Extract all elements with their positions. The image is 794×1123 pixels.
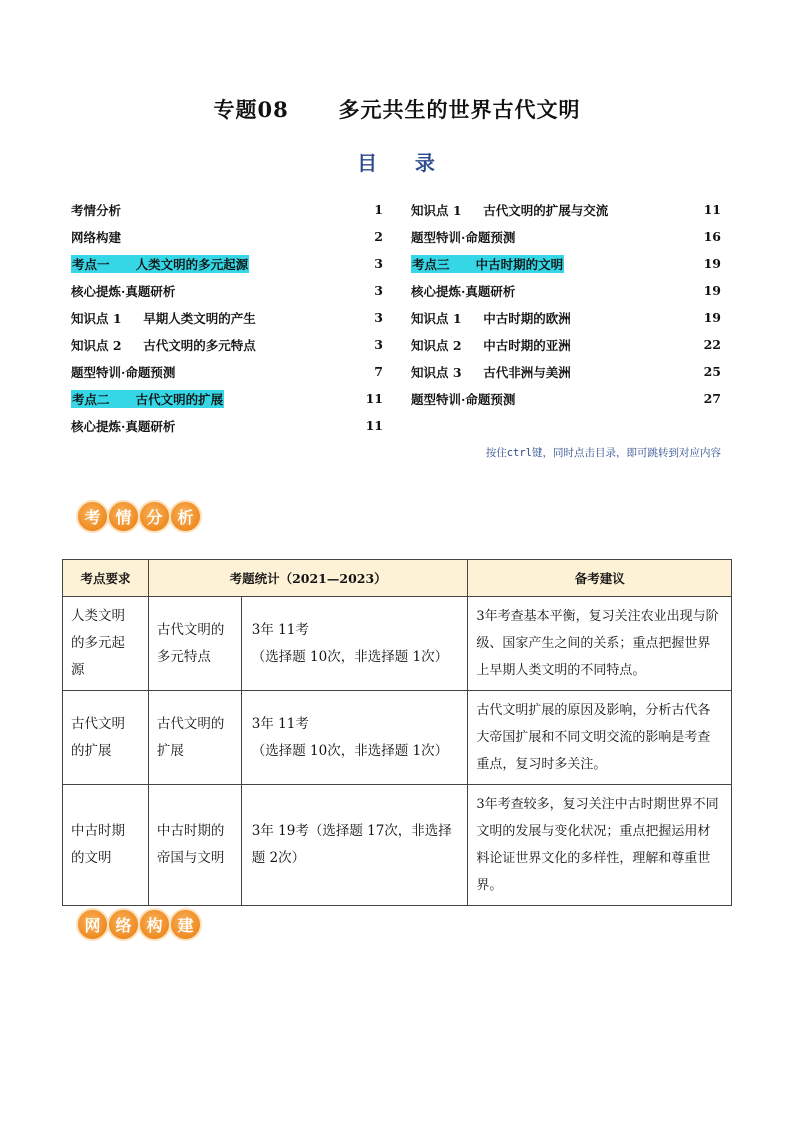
table-cell-stats: 3年 11考 （选择题 10次，非选择题 1次） (241, 597, 468, 691)
toc-entry-page: 3 (374, 310, 383, 325)
table-cell-advice: 古代文明扩展的原因及影响，分析古代各大帝国扩展和不同文明交流的影响是考查重点，复习时多关注。 (468, 691, 732, 785)
toc-entry-page: 1 (374, 202, 383, 217)
toc-entry[interactable] (71, 304, 383, 331)
toc-entry[interactable] (71, 412, 383, 439)
toc-entry[interactable] (71, 331, 383, 358)
badge-char: 析 (169, 500, 202, 533)
toc-entry-page: 3 (374, 256, 383, 271)
table-row (63, 597, 732, 691)
toc-entry[interactable] (71, 277, 383, 304)
toc-entry-page: 3 (374, 337, 383, 352)
toc-entry[interactable] (411, 196, 721, 223)
toc-left-column (71, 196, 383, 439)
section-badge-exam-analysis (76, 500, 200, 533)
table-cell-requirement: 人类文明 的多元起 源 (63, 597, 149, 691)
toc-entry-label: 核心提炼·真题研析 (411, 283, 516, 299)
toc-entry-label: 考情分析 (71, 202, 122, 218)
toc-entry-page: 19 (703, 256, 721, 271)
badge-char: 建 (169, 908, 202, 941)
badge-char: 分 (138, 500, 171, 533)
toc-entry[interactable] (411, 277, 721, 304)
toc-heading: 目 录 (357, 151, 437, 175)
badge-char: 考 (76, 500, 109, 533)
table-cell-topic: 古代文明的 扩展 (148, 691, 241, 785)
table-cell-requirement: 古代文明 的扩展 (63, 691, 149, 785)
exam-analysis-table (62, 559, 732, 906)
toc-entry-label: 知识点 1 早期人类文明的产生 (71, 310, 256, 326)
table-cell-stats: 3年 19考（选择题 17次，非选择题 2次） (241, 785, 468, 906)
table-cell-stats: 3年 11考 （选择题 10次，非选择题 1次） (241, 691, 468, 785)
toc-entry-page: 19 (703, 283, 721, 298)
section-badge-network-build (76, 908, 200, 941)
toc-entry[interactable] (411, 385, 721, 412)
table-cell-topic: 古代文明的 多元特点 (148, 597, 241, 691)
toc-entry-label: 题型特训·命题预测 (71, 364, 176, 380)
toc-entry-page: 7 (374, 364, 383, 379)
toc-entry-page: 27 (703, 391, 721, 406)
badge-char: 构 (138, 908, 171, 941)
toc-entry[interactable] (71, 385, 383, 412)
document-title: 专题08 多元共生的世界古代文明 (213, 97, 581, 122)
toc-entry-label-highlighted: 考点三 中古时期的文明 (412, 256, 564, 272)
toc-entry-label-highlighted: 考点一 人类文明的多元起源 (72, 256, 249, 272)
toc-entry-page: 11 (365, 391, 383, 406)
toc-entry-label: 网络构建 (71, 229, 122, 245)
toc-entry-page: 25 (703, 364, 721, 379)
table-cell-topic: 中古时期的 帝国与文明 (148, 785, 241, 906)
toc-entry-label: 核心提炼·真题研析 (71, 418, 176, 434)
toc-entry-label: 知识点 2 中古时期的亚洲 (411, 337, 571, 353)
toc-entry[interactable] (411, 250, 721, 277)
toc-entry[interactable] (411, 358, 721, 385)
toc-entry-label: 核心提炼·真题研析 (71, 283, 176, 299)
badge-char: 情 (107, 500, 140, 533)
toc-entry[interactable] (71, 196, 383, 223)
table-header-cell: 考题统计（2021—2023） (148, 560, 468, 597)
toc-entry-label: 知识点 2 古代文明的多元特点 (71, 337, 256, 353)
toc-entry-label: 题型特训·命题预测 (411, 229, 516, 245)
table-header-cell: 备考建议 (468, 560, 732, 597)
toc-entry-page: 2 (374, 229, 383, 244)
table-row (63, 785, 732, 906)
toc-entry[interactable] (71, 250, 383, 277)
badge-char: 网 (76, 908, 109, 941)
table-cell-requirement: 中古时期 的文明 (63, 785, 149, 906)
toc-right-column (411, 196, 721, 412)
toc-entry[interactable] (411, 304, 721, 331)
table-row (63, 691, 732, 785)
table-cell-advice: 3年考查基本平衡，复习关注农业出现与阶级、国家产生之间的关系；重点把握世界上早期人类文明的不同特点。 (468, 597, 732, 691)
toc-entry-label: 知识点 3 古代非洲与美洲 (411, 364, 571, 380)
toc-entry-page: 11 (365, 418, 383, 433)
toc-entry-page: 19 (703, 310, 721, 325)
toc-entry[interactable] (411, 331, 721, 358)
toc-entry-page: 16 (703, 229, 721, 244)
toc-entry-label-highlighted: 考点二 古代文明的扩展 (72, 391, 224, 407)
toc-entry[interactable] (71, 223, 383, 250)
toc-entry-label: 知识点 1 古代文明的扩展与交流 (411, 202, 609, 218)
toc-entry[interactable] (411, 223, 721, 250)
toc-entry-label: 知识点 1 中古时期的欧洲 (411, 310, 571, 326)
table-header-row (63, 560, 732, 597)
toc-ctrl-click-hint: 按住ctrl键，同时点击目录，即可跳转到对应内容 (485, 447, 721, 459)
table-cell-advice: 3年考查较多，复习关注中古时期世界不同文明的发展与变化状况；重点把握运用材料论证世界文化的多样性，理解和尊重世界。 (468, 785, 732, 906)
toc-entry-label: 题型特训·命题预测 (411, 391, 516, 407)
badge-char: 络 (107, 908, 140, 941)
table-header-cell: 考点要求 (63, 560, 149, 597)
toc-entry[interactable] (71, 358, 383, 385)
toc-entry-page: 11 (703, 202, 721, 217)
toc-entry-page: 3 (374, 283, 383, 298)
toc-entry-page: 22 (703, 337, 721, 352)
